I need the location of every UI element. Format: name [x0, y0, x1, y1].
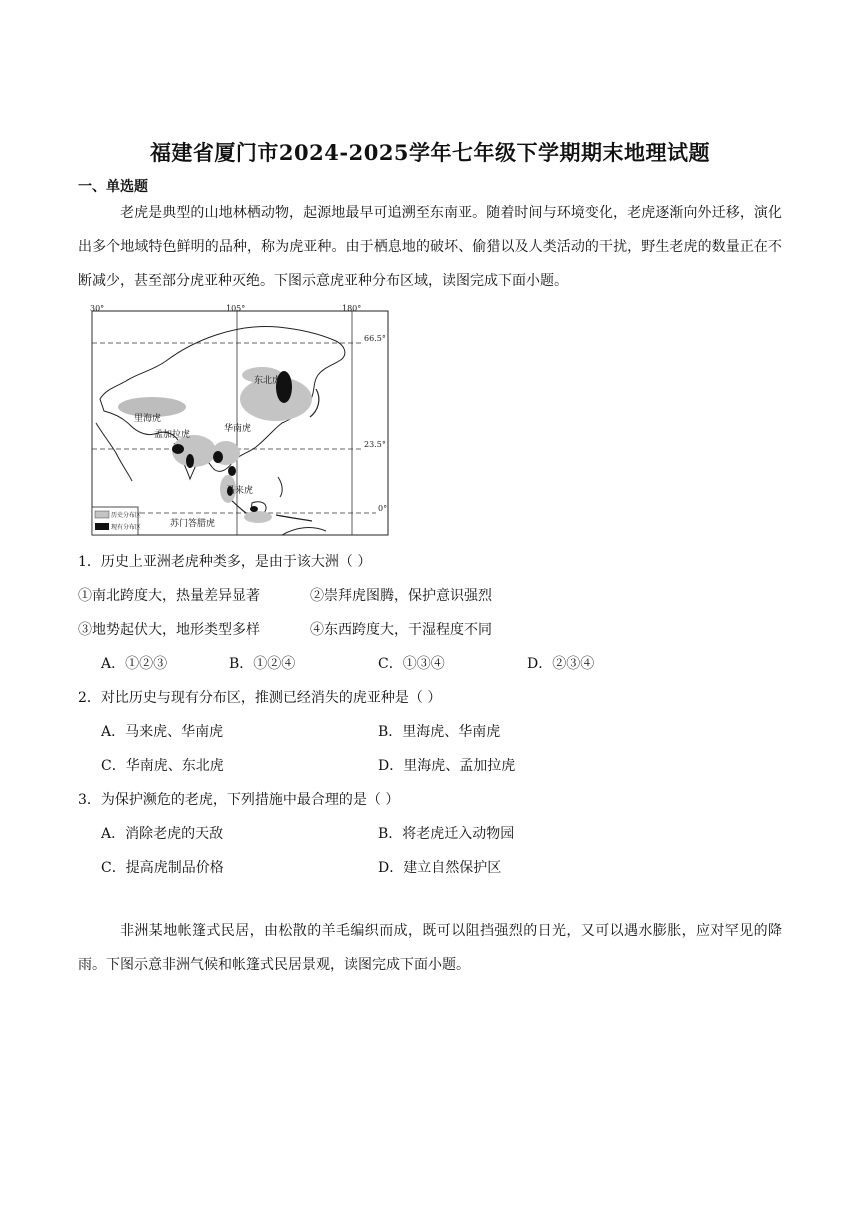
- legend-historic-swatch: [95, 511, 109, 518]
- q1-statement-1: ①南北跨度大，热量差异显著: [78, 588, 260, 604]
- lat-label-0: 0°: [378, 504, 388, 513]
- label-malayan-tiger: 马来虎: [226, 486, 254, 496]
- lon-label-105: 105°: [226, 304, 246, 313]
- q2-option-d[interactable]: D．里海虎、孟加拉虎: [378, 758, 516, 774]
- q3-option-c[interactable]: C．提高虎制品价格: [101, 860, 224, 876]
- q3-option-b[interactable]: B．将老虎迁入动物园: [378, 826, 515, 842]
- page-title: 福建省厦门市2024-2025学年七年级下学期期末地理试题: [149, 140, 711, 165]
- label-south-china-tiger: 华南虎: [224, 424, 252, 434]
- q1-statement-2: ②崇拜虎图腾，保护意识强烈: [310, 588, 492, 604]
- q1-statement-3: ③地势起伏大，地形类型多样: [78, 622, 260, 638]
- q1-option-d[interactable]: D．②③④: [527, 656, 595, 672]
- map-legend: [92, 507, 141, 535]
- tiger-distribution-map: [86, 303, 392, 537]
- question-2-stem: 2．对比历史与现有分布区，推测已经消失的虎亚种是（ ）: [78, 690, 442, 706]
- question-1-stem: 1．历史上亚洲老虎种类多，是由于该大洲（ ）: [78, 554, 372, 570]
- label-sumatran-tiger: 苏门答腊虎: [170, 519, 216, 529]
- q1-option-b[interactable]: B．①②④: [229, 656, 296, 672]
- section-heading: 一、单选题: [78, 179, 148, 195]
- lon-label-30: 30°: [90, 304, 105, 313]
- q2-option-c[interactable]: C．华南虎、东北虎: [101, 758, 224, 774]
- q3-option-d[interactable]: D．建立自然保护区: [378, 860, 502, 876]
- intro-paragraph-tiger: 老虎是典型的山地林栖动物，起源地最早可追溯至东南亚。随着时间与环境变化，老虎逐渐向外迁移，演化出多个地域特色鲜明的品种，称为虎亚种。由于栖息地的破坏、偷猎以及人类活动的干扰，野生老虎的数量正在不断减少，甚至部分虎亚种灭绝。下图示意虎亚种分布区域，读图完成下面小题。: [78, 205, 782, 289]
- legend-current-swatch: [95, 523, 109, 530]
- label-caspian-tiger: 里海虎: [134, 414, 162, 424]
- q3-option-a[interactable]: A．消除老虎的天敌: [101, 826, 224, 842]
- legend-historic-label: 历史分布区: [111, 512, 142, 519]
- legend-current-label: 现有分布区: [111, 524, 142, 531]
- lat-label-23-5: 23.5°: [364, 440, 386, 449]
- q2-option-b[interactable]: B．里海虎、华南虎: [378, 724, 501, 740]
- lon-label-180: 180°: [342, 304, 362, 313]
- lat-label-66-5: 66.5°: [364, 334, 386, 343]
- q1-option-c[interactable]: C．①③④: [378, 656, 445, 672]
- label-amur-tiger: 东北虎: [254, 376, 282, 386]
- question-3-stem: 3．为保护濒危的老虎，下列措施中最合理的是（ ）: [78, 792, 400, 808]
- q1-statement-4: ④东西跨度大，干湿程度不同: [310, 622, 492, 638]
- label-bengal-tiger: 孟加拉虎: [154, 430, 191, 440]
- q2-option-a[interactable]: A．马来虎、华南虎: [101, 724, 224, 740]
- q1-option-a[interactable]: A．①②③: [101, 656, 168, 672]
- intro-paragraph-africa: 非洲某地帐篷式民居，由松散的羊毛编织而成，既可以阻挡强烈的日光，又可以遇水膨胀，应对罕见的降雨。下图示意非洲气候和帐篷式民居景观，读图完成下面小题。: [78, 923, 782, 973]
